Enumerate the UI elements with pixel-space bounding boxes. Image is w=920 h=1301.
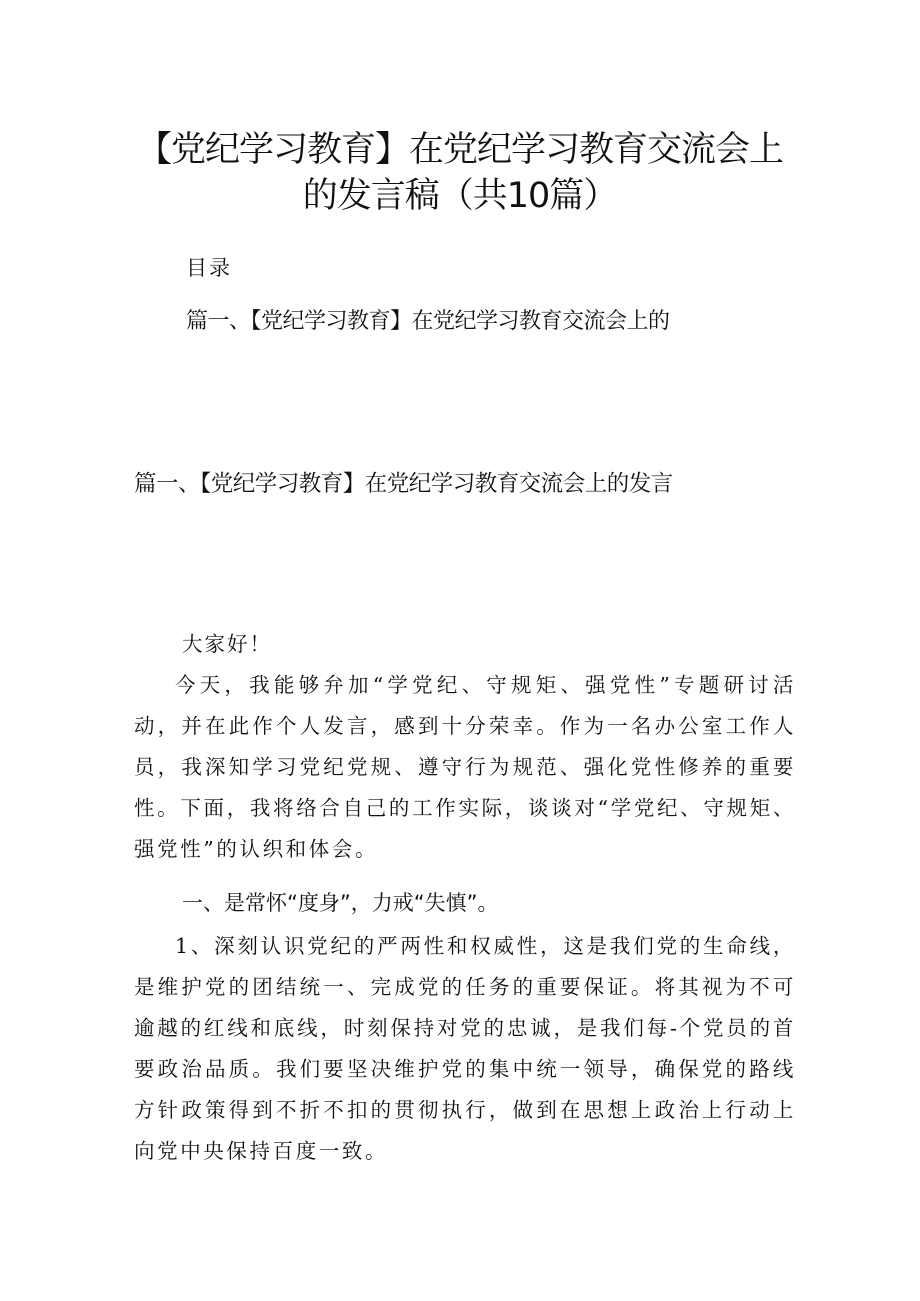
intro-paragraph: 今天，我能够弁加“学党纪、守规矩、强党性”专题研讨活动，并在此作个人发言，感到十分荣幸。作为一名办公室工作人员，我深知学习党纪党规、遵守行为规范、强化党性修养的重要性。下面，我将络合自己的工作实际，谈谈对“学党纪、守规矩、强党性”的认织和体会。 [134,673,796,861]
toc-label: 目录 [186,256,232,280]
greeting-text: 大家好！ [182,632,272,656]
sub-heading-1: 一、是常怀“度身”，力戒“失慎”。 [182,891,499,915]
document-title-line-2: 的发言稿（共10篇） [302,176,618,216]
toc-item-1[interactable]: 篇一、【党纪学习教育】在党纪学习教育交流会上的 [186,309,670,334]
section-heading: 篇一、【党纪学习教育】在党纪学习教育交流会上的发言 [134,471,673,497]
point-1-paragraph: 1、深刻认识党纪的严两性和权威性，这是我们党的生命线，是维护党的团结统一、完成党的任务的重要保证。将其视为不可逾越的红线和底线，时刻保持对党的忠诚，是我们每-个党员的首要政治品质。我们要坚决维护党的集中统一领导，确保党的路线方针政策得到不折不扣的贯彻执行，做到在思想上政治上行动上向党中央保持百度一致。 [134,934,796,1163]
document-title-line-1: 【党纪学习教育】在党纪学习教育交流会上 [136,130,783,170]
